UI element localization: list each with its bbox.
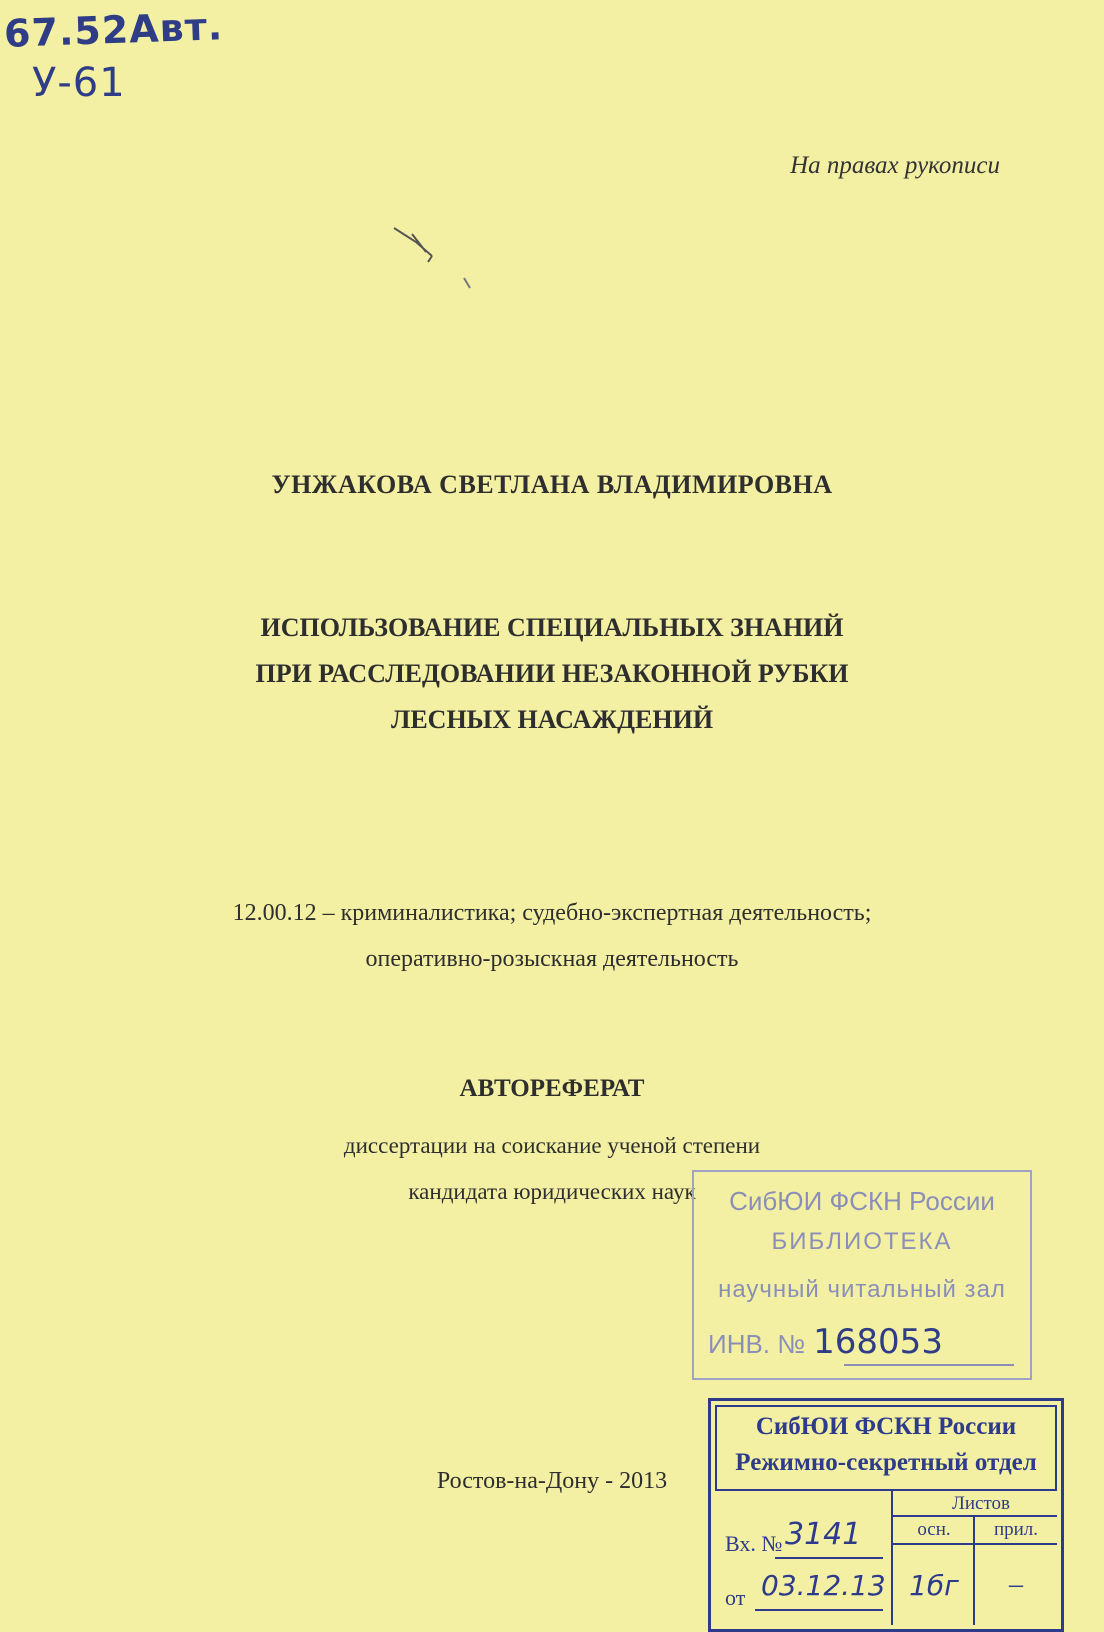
stamp-underline [775, 1557, 883, 1559]
library-stamp-library: БИБЛИОТЕКА [771, 1228, 953, 1255]
date-value: 03.12.13 [761, 1569, 886, 1602]
manuscript-note: На правах рукописи [790, 152, 1000, 179]
dissertation-title [0, 605, 1104, 743]
specialty-code [0, 890, 1104, 982]
degree-line: диссертации на соискание ученой степени [343, 1133, 761, 1158]
department-stamp [708, 1398, 1064, 1632]
stamp-divider [891, 1491, 893, 1625]
main-sheets-value: 1бг [909, 1569, 959, 1602]
library-stamp [692, 1170, 1032, 1380]
document-type: АВТОРЕФЕРАТ [459, 1075, 645, 1102]
inventory-number: 168053 [813, 1322, 943, 1362]
title-line: ЛЕСНЫХ НАСАЖДЕНИЙ [390, 705, 714, 734]
attached-sheets-value: – [1009, 1569, 1023, 1600]
inventory-label: ИНВ. № [708, 1329, 806, 1359]
specialty-line: оперативно-розыскная деятельность [365, 946, 739, 972]
title-line: ПРИ РАССЛЕДОВАНИИ НЕЗАКОННОЙ РУБКИ [255, 659, 849, 688]
incoming-number-value: 3141 [785, 1517, 862, 1552]
library-stamp-org: СибЮИ ФСКН России [729, 1186, 995, 1216]
inventory-underline [844, 1364, 1014, 1366]
handwritten-shelf-number: У-61 [32, 60, 126, 106]
degree-line: кандидата юридических наук [408, 1179, 696, 1204]
department-stamp-dept: Режимно-секретный отдел [735, 1449, 1037, 1476]
department-stamp-header [715, 1405, 1057, 1491]
title-line: ИСПОЛЬЗОВАНИЕ СПЕЦИАЛЬНЫХ ЗНАНИЙ [260, 613, 844, 642]
attached-sheets-label: прил. [993, 1519, 1039, 1540]
specialty-line: 12.00.12 – криминалистика; судебно-экспертная деятельность; [232, 900, 872, 926]
sheets-label: Листов [951, 1493, 1010, 1514]
incoming-number-label: Вх. № [725, 1531, 783, 1556]
stamp-divider [891, 1543, 1057, 1545]
main-sheets-label: осн. [917, 1519, 951, 1540]
pencil-check-mark [392, 222, 482, 292]
department-stamp-org: СибЮИ ФСКН России [755, 1413, 1017, 1440]
author-name: УНЖАКОВА СВЕТЛАНА ВЛАДИМИРОВНА [271, 470, 833, 499]
city-year: Ростов-на-Дону - 2013 [436, 1468, 668, 1494]
stamp-underline [755, 1609, 883, 1611]
library-stamp-hall: научный читальный зал [718, 1276, 1006, 1303]
handwritten-shelf-mark: 67.52Авт. [3, 4, 224, 56]
library-inventory-row [708, 1322, 943, 1362]
date-label: от [725, 1585, 746, 1610]
